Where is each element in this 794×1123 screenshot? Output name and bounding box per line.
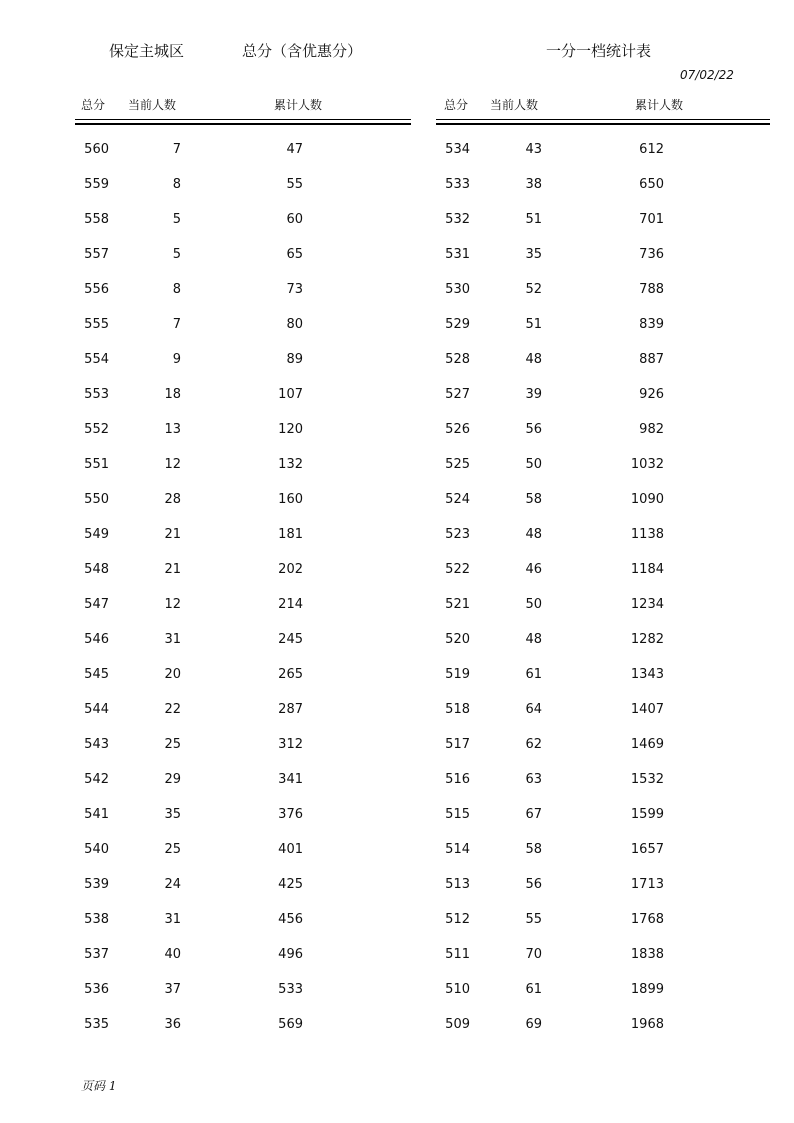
cell-cumulative: 788 xyxy=(639,282,664,297)
cell-cumulative: 650 xyxy=(639,177,664,192)
cell-score: 525 xyxy=(445,457,470,472)
cell-score: 543 xyxy=(84,737,109,752)
cell-current: 35 xyxy=(525,247,542,262)
cell-score: 547 xyxy=(84,597,109,612)
cell-score: 536 xyxy=(84,982,109,997)
cell-score: 553 xyxy=(84,387,109,402)
report-title: 一分一档统计表 xyxy=(546,42,652,60)
cell-cumulative: 65 xyxy=(286,247,303,262)
cell-score: 531 xyxy=(445,247,470,262)
cell-cumulative: 533 xyxy=(278,982,303,997)
cell-score: 541 xyxy=(84,807,109,822)
cell-current: 56 xyxy=(525,422,542,437)
cell-score: 558 xyxy=(84,212,109,227)
cell-current: 38 xyxy=(525,177,542,192)
cell-score: 540 xyxy=(84,842,109,857)
cell-score: 511 xyxy=(445,947,470,962)
cell-cumulative: 341 xyxy=(278,772,303,787)
cell-score: 516 xyxy=(445,772,470,787)
cell-cumulative: 107 xyxy=(278,387,303,402)
cell-current: 70 xyxy=(525,947,542,962)
cell-current: 29 xyxy=(164,772,181,787)
cell-cumulative: 496 xyxy=(278,947,303,962)
cell-cumulative: 80 xyxy=(286,317,303,332)
cell-score: 517 xyxy=(445,737,470,752)
cell-current: 46 xyxy=(525,562,542,577)
cell-score: 556 xyxy=(84,282,109,297)
cell-current: 51 xyxy=(525,317,542,332)
cell-cumulative: 1407 xyxy=(630,702,664,717)
cell-cumulative: 1599 xyxy=(630,807,664,822)
cell-score: 560 xyxy=(84,142,109,157)
cell-score: 554 xyxy=(84,352,109,367)
cell-score: 523 xyxy=(445,527,470,542)
cell-cumulative: 1138 xyxy=(630,527,664,542)
cell-current: 62 xyxy=(525,737,542,752)
cell-score: 551 xyxy=(84,457,109,472)
cell-cumulative: 1899 xyxy=(630,982,664,997)
cell-current: 50 xyxy=(525,457,542,472)
cell-cumulative: 1282 xyxy=(630,632,664,647)
right-header-cumulative: 累计人数 xyxy=(635,98,684,112)
cell-score: 521 xyxy=(445,597,470,612)
cell-cumulative: 47 xyxy=(286,142,303,157)
cell-cumulative: 376 xyxy=(278,807,303,822)
cell-current: 39 xyxy=(525,387,542,402)
cell-cumulative: 181 xyxy=(278,527,303,542)
cell-current: 69 xyxy=(525,1017,542,1032)
cell-score: 513 xyxy=(445,877,470,892)
cell-score: 520 xyxy=(445,632,470,647)
cell-cumulative: 60 xyxy=(286,212,303,227)
right-header-current: 当前人数 xyxy=(490,98,539,112)
score-type-title: 总分（含优惠分） xyxy=(242,42,363,60)
cell-cumulative: 569 xyxy=(278,1017,303,1032)
cell-current: 8 xyxy=(172,177,181,192)
cell-current: 9 xyxy=(172,352,181,367)
cell-current: 21 xyxy=(164,562,181,577)
cell-current: 31 xyxy=(164,632,181,647)
cell-current: 43 xyxy=(525,142,542,157)
cell-score: 535 xyxy=(84,1017,109,1032)
cell-current: 21 xyxy=(164,527,181,542)
region-title: 保定主城区 xyxy=(109,42,185,60)
cell-current: 7 xyxy=(172,317,181,332)
cell-score: 537 xyxy=(84,947,109,962)
cell-current: 37 xyxy=(164,982,181,997)
cell-current: 40 xyxy=(164,947,181,962)
cell-current: 25 xyxy=(164,737,181,752)
cell-current: 28 xyxy=(164,492,181,507)
cell-current: 31 xyxy=(164,912,181,927)
cell-current: 67 xyxy=(525,807,542,822)
cell-current: 58 xyxy=(525,492,542,507)
left-header-cumulative: 累计人数 xyxy=(274,98,323,112)
cell-current: 55 xyxy=(525,912,542,927)
cell-cumulative: 160 xyxy=(278,492,303,507)
cell-score: 526 xyxy=(445,422,470,437)
cell-score: 512 xyxy=(445,912,470,927)
cell-cumulative: 736 xyxy=(639,247,664,262)
cell-current: 20 xyxy=(164,667,181,682)
cell-score: 557 xyxy=(84,247,109,262)
cell-score: 533 xyxy=(445,177,470,192)
cell-score: 555 xyxy=(84,317,109,332)
cell-score: 549 xyxy=(84,527,109,542)
cell-score: 527 xyxy=(445,387,470,402)
report-date: 07/02/22 xyxy=(680,68,734,82)
cell-current: 56 xyxy=(525,877,542,892)
cell-current: 48 xyxy=(525,527,542,542)
cell-score: 544 xyxy=(84,702,109,717)
cell-cumulative: 839 xyxy=(639,317,664,332)
cell-current: 5 xyxy=(172,212,181,227)
cell-cumulative: 132 xyxy=(278,457,303,472)
left-header-current: 当前人数 xyxy=(128,98,177,112)
cell-cumulative: 265 xyxy=(278,667,303,682)
cell-cumulative: 1968 xyxy=(630,1017,664,1032)
cell-current: 61 xyxy=(525,667,542,682)
cell-current: 48 xyxy=(525,352,542,367)
cell-score: 529 xyxy=(445,317,470,332)
cell-score: 552 xyxy=(84,422,109,437)
cell-cumulative: 73 xyxy=(286,282,303,297)
cell-current: 7 xyxy=(172,142,181,157)
cell-score: 518 xyxy=(445,702,470,717)
cell-score: 559 xyxy=(84,177,109,192)
cell-current: 64 xyxy=(525,702,542,717)
cell-cumulative: 55 xyxy=(286,177,303,192)
cell-score: 542 xyxy=(84,772,109,787)
cell-cumulative: 887 xyxy=(639,352,664,367)
cell-score: 538 xyxy=(84,912,109,927)
cell-cumulative: 701 xyxy=(639,212,664,227)
cell-current: 48 xyxy=(525,632,542,647)
cell-score: 550 xyxy=(84,492,109,507)
cell-cumulative: 214 xyxy=(278,597,303,612)
cell-cumulative: 425 xyxy=(278,877,303,892)
cell-cumulative: 1657 xyxy=(630,842,664,857)
cell-score: 514 xyxy=(445,842,470,857)
cell-score: 545 xyxy=(84,667,109,682)
page-number: 页码 1 xyxy=(81,1079,117,1093)
cell-cumulative: 1184 xyxy=(630,562,664,577)
cell-current: 36 xyxy=(164,1017,181,1032)
cell-cumulative: 1469 xyxy=(630,737,664,752)
cell-current: 35 xyxy=(164,807,181,822)
cell-score: 528 xyxy=(445,352,470,367)
cell-cumulative: 1343 xyxy=(630,667,664,682)
cell-current: 51 xyxy=(525,212,542,227)
cell-score: 534 xyxy=(445,142,470,157)
cell-cumulative: 1838 xyxy=(630,947,664,962)
left-header-rule-top xyxy=(75,119,411,120)
cell-cumulative: 1713 xyxy=(630,877,664,892)
cell-score: 539 xyxy=(84,877,109,892)
cell-score: 548 xyxy=(84,562,109,577)
cell-current: 5 xyxy=(172,247,181,262)
cell-current: 24 xyxy=(164,877,181,892)
cell-cumulative: 245 xyxy=(278,632,303,647)
right-header-rule-top xyxy=(436,119,770,120)
cell-current: 12 xyxy=(164,597,181,612)
cell-cumulative: 1090 xyxy=(630,492,664,507)
cell-cumulative: 89 xyxy=(286,352,303,367)
right-header-score: 总分 xyxy=(444,98,469,112)
cell-score: 515 xyxy=(445,807,470,822)
cell-cumulative: 1532 xyxy=(630,772,664,787)
cell-current: 25 xyxy=(164,842,181,857)
cell-score: 522 xyxy=(445,562,470,577)
cell-score: 510 xyxy=(445,982,470,997)
cell-current: 8 xyxy=(172,282,181,297)
cell-cumulative: 202 xyxy=(278,562,303,577)
cell-score: 530 xyxy=(445,282,470,297)
left-header-rule-bottom xyxy=(75,123,411,125)
cell-current: 61 xyxy=(525,982,542,997)
cell-current: 63 xyxy=(525,772,542,787)
cell-score: 509 xyxy=(445,1017,470,1032)
cell-cumulative: 456 xyxy=(278,912,303,927)
cell-cumulative: 1768 xyxy=(630,912,664,927)
cell-cumulative: 1234 xyxy=(630,597,664,612)
cell-current: 18 xyxy=(164,387,181,402)
cell-score: 532 xyxy=(445,212,470,227)
cell-cumulative: 312 xyxy=(278,737,303,752)
cell-cumulative: 287 xyxy=(278,702,303,717)
right-header-rule-bottom xyxy=(436,123,770,125)
cell-current: 22 xyxy=(164,702,181,717)
cell-current: 13 xyxy=(164,422,181,437)
cell-cumulative: 982 xyxy=(639,422,664,437)
cell-current: 52 xyxy=(525,282,542,297)
cell-cumulative: 612 xyxy=(639,142,664,157)
cell-score: 519 xyxy=(445,667,470,682)
cell-current: 12 xyxy=(164,457,181,472)
cell-cumulative: 1032 xyxy=(630,457,664,472)
cell-score: 524 xyxy=(445,492,470,507)
cell-cumulative: 401 xyxy=(278,842,303,857)
cell-current: 58 xyxy=(525,842,542,857)
cell-cumulative: 120 xyxy=(278,422,303,437)
cell-cumulative: 926 xyxy=(639,387,664,402)
cell-current: 50 xyxy=(525,597,542,612)
left-header-score: 总分 xyxy=(81,98,106,112)
cell-score: 546 xyxy=(84,632,109,647)
